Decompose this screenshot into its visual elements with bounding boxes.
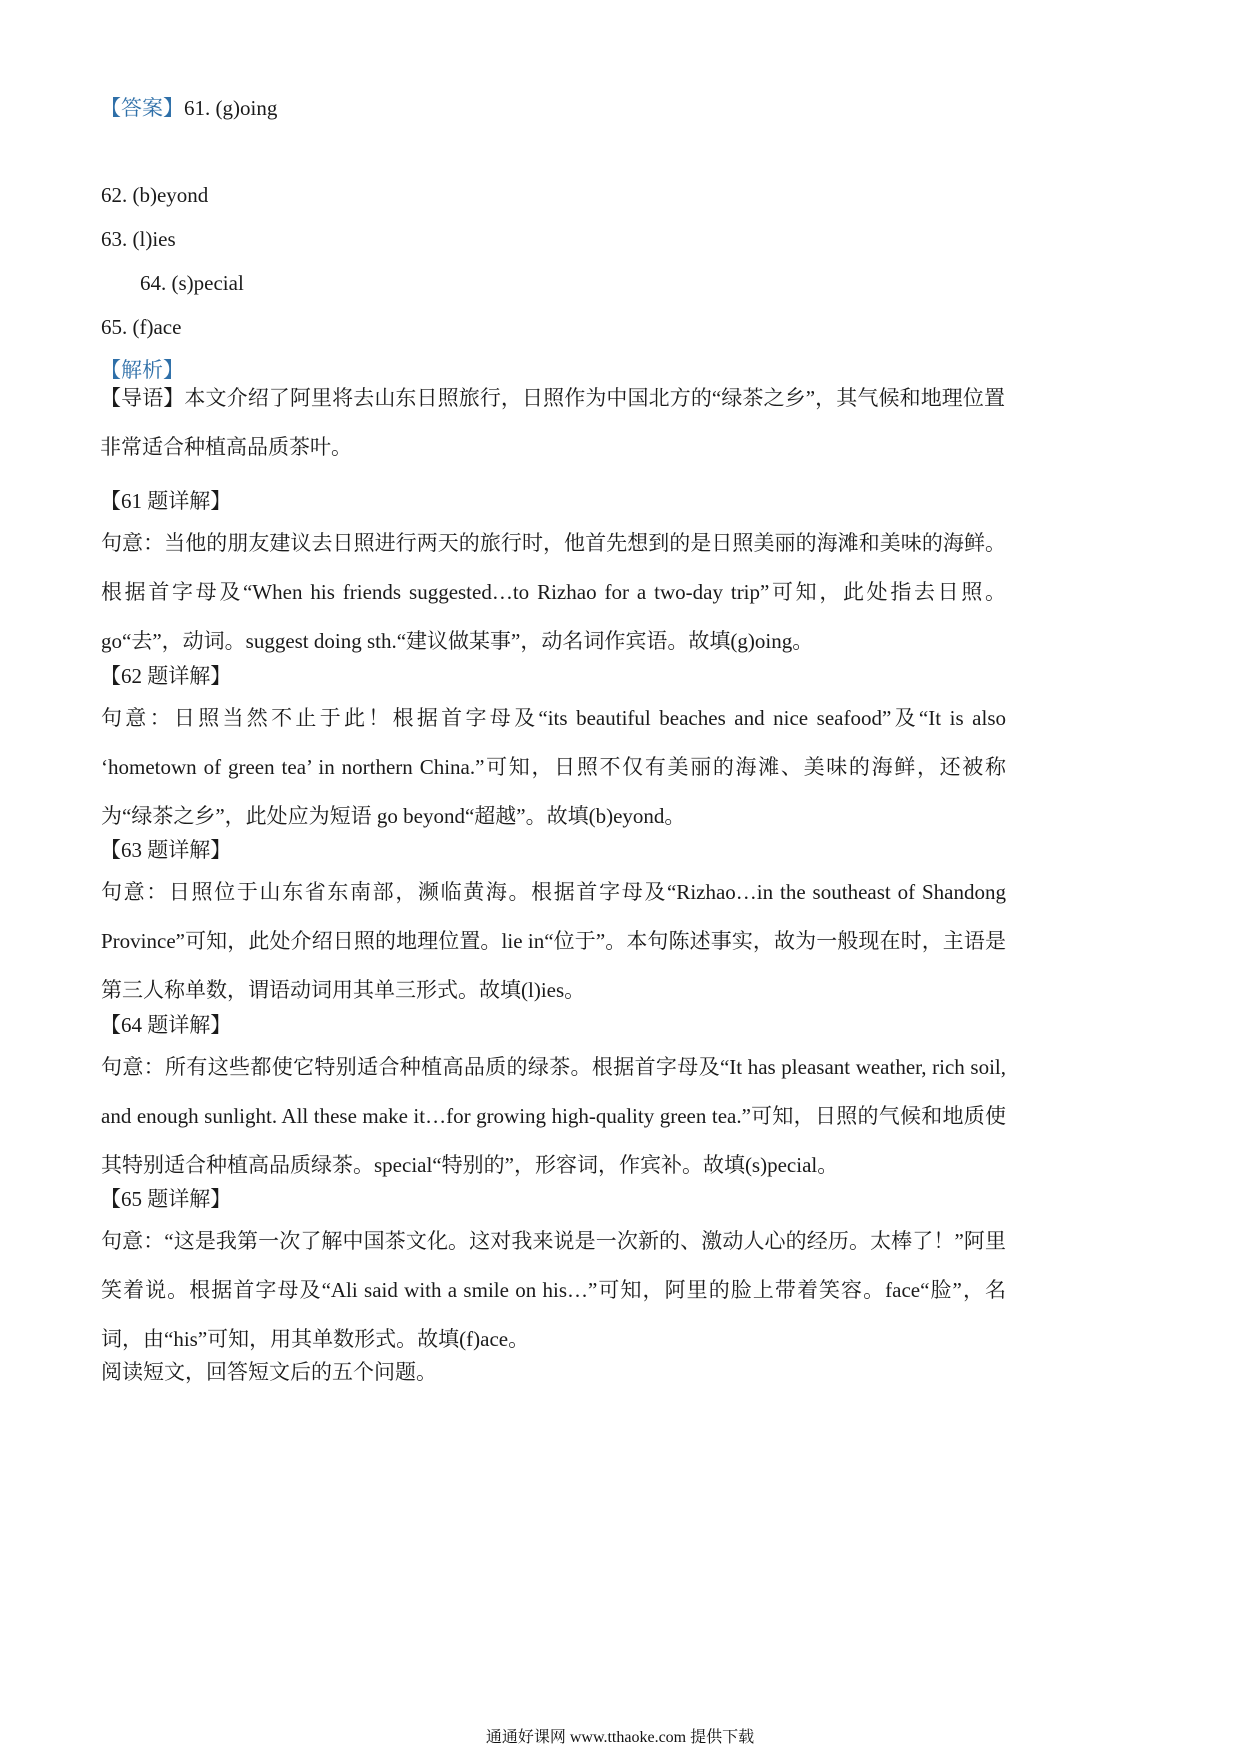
intro-paragraph: 【导语】本文介绍了阿里将去山东日照旅行，日照作为中国北方的“绿茶之乡”，其气候和地理位置非常适合种植高品质茶叶。	[100, 386, 1005, 459]
analysis-label: 【解析】	[100, 358, 184, 382]
answer-item-63: 63. (l)ies	[101, 227, 176, 251]
detail-heading-63: 【63 题详解】	[100, 838, 232, 862]
detail-text-62: 句意：日照当然不止于此！根据首字母及“its beautiful beaches and nice seafood”及“It is also ‘hometown of green tea’ in northern China.”可知，日照不仅有美丽的海滩、美味的海鲜，还被称为“绿茶之乡”，此处应为短语 go beyond“超越”。故填(b)eyond。	[101, 706, 1006, 828]
detail-heading-62: 【62 题详解】	[100, 664, 232, 688]
answer-item-64: 64. (s)pecial	[140, 271, 244, 295]
detail-text-61: 句意：当他的朋友建议去日照进行两天的旅行时，他首先想到的是日照美丽的海滩和美味的海鲜。根据首字母及“When his friends suggested…to Rizhao for a two-day trip”可知，此处指去日照。go“去”，动词。suggest doing sth.“建议做某事”，动名词作宾语。故填(g)oing。	[101, 531, 1006, 653]
detail-text-65: 句意：“这是我第一次了解中国茶文化。这对我来说是一次新的、激动人心的经历。太棒了！”阿里笑着说。根据首字母及“Ali said with a smile on his…”可知，阿里的脸上带着笑容。face“脸”，名词，由“his”可知，用其单数形式。故填(f)ace。	[101, 1229, 1006, 1351]
detail-heading-64: 【64 题详解】	[100, 1013, 232, 1037]
closing-instruction: 阅读短文，回答短文后的五个问题。	[101, 1360, 437, 1384]
answer-label: 【答案】	[100, 96, 184, 120]
answer-item-62: 62. (b)eyond	[101, 183, 209, 207]
detail-text-64: 句意：所有这些都使它特别适合种植高品质的绿茶。根据首字母及“It has pleasant weather, rich soil, and enough sunlight. All these make it…for growing high-quality green tea.”可知，日照的气候和地质使其特别适合种植高品质绿茶。special“特别的”，形容词，作宾补。故填(s)pecial。	[101, 1055, 1006, 1177]
detail-heading-61: 【61 题详解】	[100, 489, 232, 513]
answer-line	[100, 93, 277, 123]
answer-item-61: 61. (g)oing	[184, 96, 278, 120]
detail-heading-65: 【65 题详解】	[100, 1187, 232, 1211]
detail-text-63: 句意：日照位于山东省东南部，濒临黄海。根据首字母及“Rizhao…in the southeast of Shandong Province”可知，此处介绍日照的地理位置。lie in“位于”。本句陈述事实，故为一般现在时，主语是第三人称单数，谓语动词用其单三形式。故填(l)ies。	[101, 880, 1006, 1002]
answer-item-65: 65. (f)ace	[101, 315, 182, 339]
footer-credit: 通通好课网 www.tthaoke.com 提供下载	[485, 1729, 755, 1746]
